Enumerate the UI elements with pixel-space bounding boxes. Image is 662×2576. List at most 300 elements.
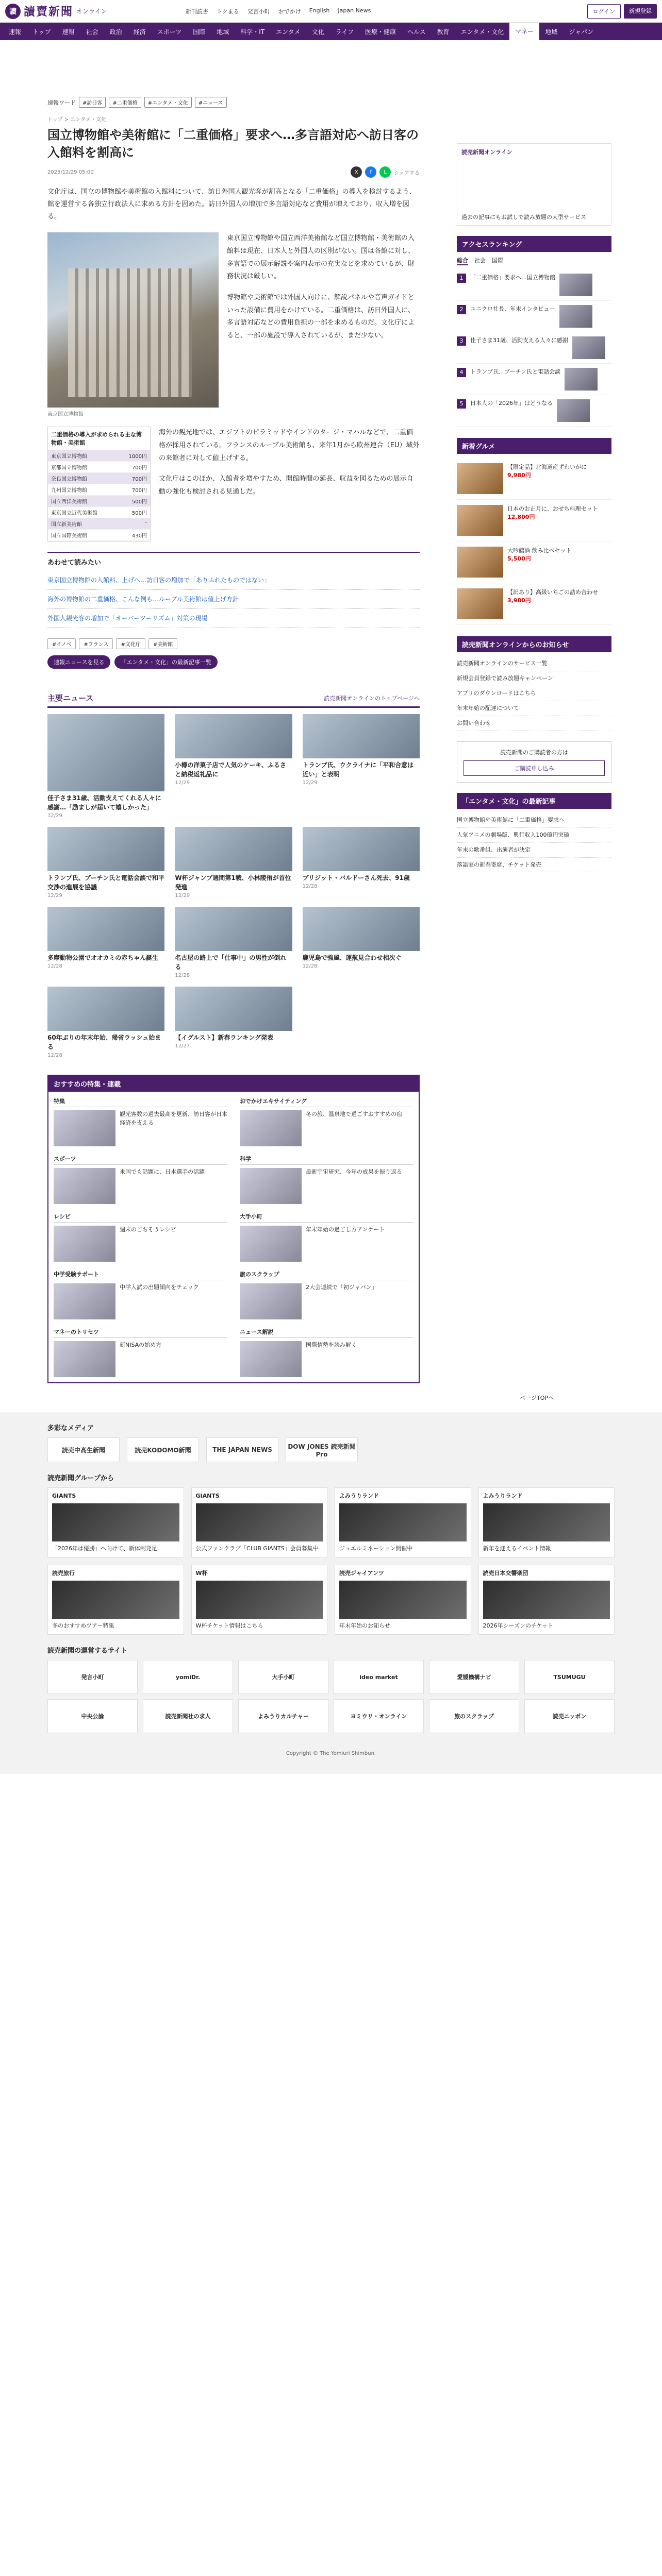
recommend-item[interactable] xyxy=(240,1155,413,1204)
media-title: 多彩なメディア xyxy=(47,1425,94,1433)
related-articles xyxy=(47,552,420,628)
ranking-item[interactable] xyxy=(457,269,611,301)
news-thumbnail[interactable] xyxy=(175,714,292,758)
group-card[interactable] xyxy=(478,1565,615,1635)
related-list xyxy=(47,571,420,628)
recommend-title[interactable]: 冬の旅、温泉地で過ごすおすすめの宿 xyxy=(306,1111,403,1118)
news-title[interactable]: 多摩動物公園でオオカミの赤ちゃん誕生 xyxy=(47,954,159,962)
recommend-row xyxy=(54,1341,227,1377)
product-title[interactable]: 【限定品】北海道産ずわいがに xyxy=(507,464,587,470)
recommend-row xyxy=(54,1168,227,1204)
rank-number: 4 xyxy=(457,368,466,377)
recommend-title[interactable]: 最新宇宙研究、今年の成果を振り返る xyxy=(306,1168,402,1176)
sidebar-ad[interactable] xyxy=(457,143,611,226)
sidebar-ad-text: 過去の記事にもお試しで読み放題の大型サービス xyxy=(461,214,586,221)
main-news-more-link[interactable]: 読売新聞オンラインのトップページへ xyxy=(324,694,420,702)
group-text[interactable]: 公式ファンクラブ「CLUB GIANTS」会員募集中 xyxy=(195,1545,319,1552)
notice-item[interactable]: 新規会員登録で読み放題キャンペーン xyxy=(457,671,611,686)
service-link[interactable]: TSUMUGU xyxy=(524,1660,615,1694)
product-item[interactable] xyxy=(457,500,611,541)
service-link[interactable]: 愛媛機構ナビ xyxy=(429,1660,519,1694)
group-text[interactable]: W杯チケット情報はこちら xyxy=(195,1622,263,1630)
fee-amount: 430円 xyxy=(131,533,147,539)
nav-item[interactable]: 科学・IT xyxy=(240,28,265,36)
product-price: 9,980円 xyxy=(507,471,531,479)
group-thumbnail[interactable] xyxy=(483,1581,610,1619)
group-name: 読売旅行 xyxy=(52,1570,75,1577)
nav-item[interactable]: 地域 xyxy=(217,28,229,36)
recommend-item[interactable] xyxy=(54,1097,227,1146)
recommend-thumbnail[interactable] xyxy=(240,1283,302,1319)
main-news-title: 主要ニュース xyxy=(47,693,94,703)
media-logo[interactable]: 読売KODOMO新聞 xyxy=(127,1437,199,1462)
news-card[interactable] xyxy=(47,907,164,979)
header-link[interactable]: トクまる xyxy=(217,8,239,15)
news-thumbnail[interactable] xyxy=(303,907,420,951)
recommend-category: 中学受験サポート xyxy=(54,1270,227,1280)
fee-amount: 700円 xyxy=(131,477,147,483)
rank-number: 1 xyxy=(457,274,466,283)
group-grid xyxy=(47,1487,615,1635)
fee-table xyxy=(47,427,151,541)
group-thumbnail[interactable] xyxy=(196,1581,323,1619)
media-logos xyxy=(47,1437,615,1462)
news-card[interactable] xyxy=(303,827,420,900)
news-title[interactable]: 佳子さま31歳、活動支えてくれる人々に感謝…「励ましが届いて嬉しかった」 xyxy=(47,794,161,811)
group-card[interactable] xyxy=(47,1565,184,1635)
product-item[interactable] xyxy=(457,458,611,500)
fee-amount: 1000円 xyxy=(128,454,147,460)
news-title[interactable]: トランプ氏、ウクライナに「平和合意は近い」と表明 xyxy=(302,761,414,778)
recommend-box xyxy=(47,1075,420,1383)
group-text[interactable]: 「2026年は優勝」へ向けて、新体制発足 xyxy=(52,1545,157,1552)
fee-table-rows xyxy=(48,450,150,541)
fee-amount: 500円 xyxy=(131,499,147,505)
nav-item[interactable]: 政治 xyxy=(109,28,122,36)
fee-row xyxy=(48,450,150,462)
group-card[interactable] xyxy=(335,1565,471,1635)
group-card[interactable] xyxy=(191,1487,328,1557)
recommend-title[interactable]: 観光客数の過去最高を更新、訪日客が日本経済を支える xyxy=(120,1111,227,1126)
recommend-row xyxy=(54,1226,227,1262)
header-links xyxy=(186,7,371,15)
recommend-category: 大手小町 xyxy=(240,1212,413,1223)
header-link[interactable]: おでかけ xyxy=(278,8,301,15)
product-text xyxy=(507,463,587,494)
news-title[interactable]: 鹿児島で強風、運航見合わせ相次ぐ xyxy=(302,954,402,962)
products-list xyxy=(457,458,611,625)
group-thumbnail[interactable] xyxy=(52,1581,179,1619)
recommend-title[interactable]: 週末のごちそうレシピ xyxy=(120,1226,176,1233)
group-name: よみうりランド xyxy=(339,1493,379,1500)
news-card[interactable] xyxy=(47,827,164,900)
recommend-thumbnail[interactable] xyxy=(240,1168,302,1204)
recommend-item[interactable] xyxy=(54,1155,227,1204)
fee-venue: 国立国際美術館 xyxy=(51,533,87,539)
recommend-category: 科学 xyxy=(240,1155,413,1165)
keyword-tag[interactable]: #文化庁 xyxy=(116,638,145,649)
service-link[interactable]: 読売新聞社の求人 xyxy=(143,1699,233,1733)
services-title: 読売新聞の運営するサイト xyxy=(47,1647,128,1655)
service-link[interactable]: 大手小町 xyxy=(238,1660,328,1694)
recommend-title[interactable]: 新NISAの始め方 xyxy=(120,1342,162,1349)
recommend-category: 旅のスクラップ xyxy=(240,1270,413,1280)
news-title[interactable]: 小樽の洋菓子店で人気のケーキ、ふるさと納税返礼品に xyxy=(175,761,286,778)
media-logo[interactable]: 読売中高生新聞 xyxy=(47,1437,120,1462)
ranking-thumbnail[interactable] xyxy=(559,274,592,296)
product-text xyxy=(507,547,572,578)
news-title[interactable]: 名古屋の路上で「仕事中」の男性が倒れる xyxy=(175,954,287,971)
nav-item[interactable]: トップ xyxy=(32,28,51,36)
group-name: 読売ジャイアンツ xyxy=(339,1570,385,1577)
news-title[interactable]: ブリジット・バルドーさん死去、91歳 xyxy=(302,874,410,882)
group-thumbnail[interactable] xyxy=(52,1503,179,1541)
recommend-item[interactable] xyxy=(240,1212,413,1262)
recommend-thumbnail[interactable] xyxy=(54,1341,115,1377)
group-card[interactable] xyxy=(478,1487,615,1557)
pagetop-label[interactable]: ページTOPへ xyxy=(520,1395,554,1402)
fee-row xyxy=(48,462,150,473)
fee-venue: 国立西洋美術館 xyxy=(51,499,87,505)
article-date: 2025/12/29 05:00 xyxy=(47,169,94,175)
notice-title: 読売新聞オンラインからのお知らせ xyxy=(457,636,611,652)
ranking-tab[interactable]: 社会 xyxy=(474,257,486,264)
nav-item[interactable]: ジャパン xyxy=(569,28,593,36)
site-header xyxy=(0,0,662,23)
related-link[interactable]: 海外の博物館の二重価格、こんな例も…ルーブル美術館は値上げ方針 xyxy=(47,590,420,609)
group-name: よみうりランド xyxy=(483,1493,523,1500)
latest-item[interactable]: 国立博物館や美術館に「二重価格」要求へ xyxy=(457,813,611,828)
news-card[interactable] xyxy=(175,827,292,900)
ranking-title[interactable]: 佳子さま31歳、活動支える人々に感謝 xyxy=(470,337,568,344)
main-news-grid xyxy=(47,714,420,1059)
header-link[interactable]: 発言小町 xyxy=(247,8,270,15)
fee-amount: 700円 xyxy=(131,488,147,494)
group-thumbnail[interactable] xyxy=(339,1581,467,1619)
ranking-tab[interactable]: 総合 xyxy=(457,256,468,265)
recommend-title[interactable]: 米国でも話題に、日本選手の活躍 xyxy=(120,1168,205,1176)
fee-row xyxy=(48,507,150,518)
page-body xyxy=(0,40,662,1383)
service-link[interactable]: yomiDr. xyxy=(143,1660,233,1694)
related-link[interactable]: 東京国立博物館の入館料、上げへ…訪日客の増加で「ありふれたものではない」 xyxy=(47,571,420,590)
product-item[interactable] xyxy=(457,583,611,625)
group-thumbnail[interactable] xyxy=(339,1503,467,1541)
ranking-title[interactable]: 日本人の「2026年」はどうなる xyxy=(470,400,553,406)
news-card[interactable] xyxy=(175,987,292,1059)
fee-venue: 東京国立博物館 xyxy=(51,454,87,460)
latest-item[interactable]: 落語家の新春寄席、チケット発売 xyxy=(457,858,611,873)
fee-row xyxy=(48,518,150,530)
news-thumbnail[interactable] xyxy=(47,907,164,951)
media-logo[interactable]: THE JAPAN NEWS xyxy=(206,1437,278,1462)
article-lead: 文化庁は、国立の博物館や美術館の入館料について、訪日外国人観光客が割高となる「二重価格」の導入を検討するよう、館を運営する各独立行政法人に求める方針を固めた。訪日外国人の増加で多言語対応など費用が増えており、収入増を図る。 xyxy=(47,188,416,221)
fee-venue: 奈良国立博物館 xyxy=(51,477,87,483)
product-title[interactable]: 【訳あり】高級いちごの詰め合わせ xyxy=(507,589,598,596)
nav-item[interactable]: 文化 xyxy=(311,28,324,36)
group-name: 読売日本交響楽団 xyxy=(483,1570,528,1577)
nav-item[interactable]: ヘルス xyxy=(407,28,426,36)
group-card[interactable] xyxy=(335,1487,471,1557)
ranking-title[interactable]: ユニクロ社長、年末インタビュー xyxy=(470,306,555,312)
pill-button[interactable]: 「エンタメ・文化」の最新記事一覧 xyxy=(114,655,218,669)
fee-row xyxy=(48,530,150,541)
nav-item[interactable]: エンタメ・文化 xyxy=(460,28,504,36)
recommend-row xyxy=(54,1110,227,1146)
notice-item[interactable]: 読売新聞オンラインのサービス一覧 xyxy=(457,656,611,671)
header-link[interactable]: 新刊読書 xyxy=(186,8,208,15)
body-paragraph: 博物館や美術館では外国人向けに、解説パネルや音声ガイドといった設備に費用をかけている。二重価格は、訪日外国人に、多言語対応などの費用負担の一部を求めるものだ。文化庁によると、一部の施設で導入されているが、まだ少ない。 xyxy=(227,294,415,340)
notice-list xyxy=(457,656,611,731)
recommend-title[interactable]: 中学入試の出題傾向をチェック xyxy=(120,1284,199,1291)
group-thumbnail[interactable] xyxy=(483,1503,610,1541)
ranking-tabs xyxy=(457,256,611,265)
product-text xyxy=(507,588,598,619)
recommend-item[interactable] xyxy=(54,1328,227,1377)
service-link[interactable]: よみうりカルチャー xyxy=(238,1699,328,1733)
news-date: 12/29 xyxy=(47,893,62,899)
news-title[interactable]: 【イグルスト】新春ランキング発表 xyxy=(175,1034,274,1042)
share-label[interactable]: シェアする xyxy=(394,170,420,176)
facebook-share-icon[interactable]: f xyxy=(365,166,376,178)
product-title[interactable]: 大吟醸酒 飲み比べセット xyxy=(507,547,572,554)
notice-item[interactable]: 年末年始の配達について xyxy=(457,701,611,716)
tag-link[interactable]: #二重価格 xyxy=(109,97,141,108)
services-grid xyxy=(47,1660,615,1733)
ranking-item[interactable] xyxy=(457,301,611,332)
article-tags xyxy=(47,97,420,108)
product-thumbnail[interactable] xyxy=(457,463,503,494)
keyword-tag[interactable]: #フランス xyxy=(79,638,113,649)
subscribe-box xyxy=(457,741,611,783)
news-thumbnail[interactable] xyxy=(303,714,420,758)
pill-row xyxy=(47,655,420,669)
recommend-row xyxy=(240,1168,413,1204)
ranking-title[interactable]: 「二重価格」要求へ…国立博物館 xyxy=(470,274,555,281)
ranking-thumbnail[interactable] xyxy=(565,368,598,391)
ranking-tab[interactable]: 国際 xyxy=(492,257,503,264)
logo-mark-icon: 讀 xyxy=(5,4,21,19)
sidebar-ad-title: 読売新聞オンライン xyxy=(461,149,512,156)
latest-item[interactable]: 人気アニメの劇場版、興行収入100億円突破 xyxy=(457,828,611,843)
recommend-row xyxy=(54,1283,227,1319)
product-price: 3,980円 xyxy=(507,597,531,604)
recommend-title[interactable]: 年末年始の過ごし方アンケート xyxy=(306,1226,385,1233)
news-date: 12/27 xyxy=(175,1043,190,1049)
register-button[interactable]: 新規登録 xyxy=(624,4,657,19)
ranking-thumbnail[interactable] xyxy=(559,305,592,328)
header-link[interactable]: Japan News xyxy=(338,7,371,14)
news-card[interactable] xyxy=(303,907,420,979)
ranking-item[interactable] xyxy=(457,395,611,427)
pill-button[interactable]: 速報ニュースを見る xyxy=(47,655,110,669)
nav-item[interactable]: マネー xyxy=(509,23,539,40)
nav-item[interactable]: スポーツ xyxy=(157,28,182,36)
news-title[interactable]: トランプ氏、プーチン氏と電話会談で和平交渉の進展を協議 xyxy=(47,874,165,891)
nav-item[interactable]: 地域 xyxy=(545,28,558,36)
header-link[interactable]: English xyxy=(309,7,330,14)
nav-item[interactable]: 速報 xyxy=(9,28,22,36)
recommend-item[interactable] xyxy=(240,1328,413,1377)
nav-item[interactable]: 速報 xyxy=(62,28,75,36)
photo-caption: 東京国立博物館 xyxy=(47,412,84,418)
products-title: 新着グルメ xyxy=(457,438,611,454)
keyword-tag[interactable]: #イノベ xyxy=(47,638,76,649)
recommend-thumbnail[interactable] xyxy=(54,1168,115,1204)
fee-venue: 東京国立近代美術館 xyxy=(51,511,97,517)
fee-amount: 700円 xyxy=(131,465,147,471)
related-link[interactable]: 外国人観光客の増加で「オーバーツーリズム」対策の現場 xyxy=(47,609,420,628)
subscribe-text: 読売新聞のご購読者の方は xyxy=(500,749,568,756)
recommend-thumbnail[interactable] xyxy=(240,1110,302,1146)
tags-label: 速報ワード xyxy=(47,99,76,106)
recommend-item[interactable] xyxy=(54,1212,227,1262)
recommend-row xyxy=(240,1226,413,1262)
rank-number: 5 xyxy=(457,399,466,409)
article-photo[interactable] xyxy=(47,232,219,408)
group-text[interactable]: 年末年始のお知らせ xyxy=(339,1622,390,1630)
group-text[interactable]: 2026年シーズンのチケット xyxy=(483,1622,553,1630)
nav-item[interactable]: 社会 xyxy=(86,28,98,36)
breadcrumb[interactable]: トップ > エンタメ・文化 xyxy=(47,117,107,123)
body-paragraph: 海外の観光地では、エジプトのピラミッドやインドのタージ・マハルなどで、二重価格が採用されている。フランスのルーブル美術館も、来年1月から欧州連合（EU）域外の来館者に対して値上げする。 xyxy=(159,429,420,462)
news-date: 12/28 xyxy=(47,963,62,970)
news-thumbnail[interactable] xyxy=(175,907,292,951)
main-column xyxy=(47,40,420,1383)
fee-venue: 国立新美術館 xyxy=(51,522,82,528)
site-logo[interactable] xyxy=(5,3,170,19)
tag-link[interactable]: #ニュース xyxy=(195,97,227,108)
news-thumbnail[interactable] xyxy=(47,827,164,871)
recommend-item[interactable] xyxy=(54,1270,227,1319)
group-card[interactable] xyxy=(47,1487,184,1557)
tag-link[interactable]: #訪日客 xyxy=(79,97,106,108)
recommend-thumbnail[interactable] xyxy=(54,1226,115,1262)
ranking-thumbnail[interactable] xyxy=(557,399,590,422)
fee-table-title: 二重価格の導入が求められる主な博物館・美術館 xyxy=(48,427,150,450)
product-thumbnail[interactable] xyxy=(457,547,503,578)
group-name: GIANTS xyxy=(52,1493,76,1500)
news-card[interactable] xyxy=(303,714,420,820)
group-name: GIANTS xyxy=(195,1493,220,1500)
group-text[interactable]: 新年を迎えるイベント情報 xyxy=(483,1545,551,1552)
news-title[interactable]: W杯ジャンプ週間第1戦、小林陵侑が首位発進 xyxy=(175,874,291,891)
recommend-title[interactable]: 国際情勢を読み解く xyxy=(306,1342,357,1349)
news-title[interactable]: 60年ぶりの年末年始、帰省ラッシュ始まる xyxy=(47,1034,161,1051)
article-meta xyxy=(47,166,420,178)
recommend-item[interactable] xyxy=(240,1270,413,1319)
nav-item[interactable]: 教育 xyxy=(437,28,450,36)
news-thumbnail[interactable] xyxy=(303,827,420,871)
news-card[interactable] xyxy=(175,907,292,979)
product-text xyxy=(507,505,598,536)
news-thumbnail[interactable] xyxy=(175,987,292,1031)
login-button[interactable]: ログイン xyxy=(587,4,621,19)
news-thumbnail[interactable] xyxy=(47,714,164,791)
service-link[interactable]: 発言小町 xyxy=(47,1660,138,1694)
news-thumbnail[interactable] xyxy=(175,827,292,871)
recommend-thumbnail[interactable] xyxy=(54,1283,115,1319)
latest-list xyxy=(457,813,611,873)
recommend-thumbnail[interactable] xyxy=(240,1341,302,1377)
recommend-row xyxy=(240,1283,413,1319)
recommend-grid xyxy=(54,1097,413,1377)
related-title: あわせて読みたい xyxy=(47,559,102,567)
recommend-row xyxy=(240,1110,413,1146)
nav-item[interactable]: 医療・健康 xyxy=(365,28,396,36)
copyright: Copyright © The Yomiuri Shimbun. xyxy=(286,1751,376,1757)
news-date: 12/28 xyxy=(302,884,318,890)
group-thumbnail[interactable] xyxy=(196,1503,323,1541)
rank-number: 2 xyxy=(457,305,466,314)
news-date: 12/28 xyxy=(302,963,318,970)
service-link[interactable]: 読売ニッポン xyxy=(524,1699,615,1733)
fee-row xyxy=(48,496,150,507)
product-item[interactable] xyxy=(457,541,611,583)
pagetop-link[interactable] xyxy=(0,1383,662,1412)
news-card[interactable] xyxy=(47,714,164,820)
fee-amount: 500円 xyxy=(131,511,147,517)
tag-link[interactable]: #エンタメ・文化 xyxy=(144,97,192,108)
news-card[interactable] xyxy=(47,987,164,1059)
keyword-tag[interactable]: #美術館 xyxy=(148,638,177,649)
group-text[interactable]: 冬のおすすめツアー特集 xyxy=(52,1622,114,1630)
keyword-row xyxy=(47,638,420,649)
ranking-title[interactable]: トランプ氏、プーチン氏と電話会談 xyxy=(470,368,561,375)
service-link[interactable]: 中央公論 xyxy=(47,1699,138,1733)
subscribe-button[interactable]: ご購読申し込み xyxy=(464,760,605,776)
recommend-item[interactable] xyxy=(240,1097,413,1146)
group-text[interactable]: ジュエルミネーション開催中 xyxy=(339,1545,413,1552)
ranking-list xyxy=(457,269,611,427)
ranking-item[interactable] xyxy=(457,364,611,395)
recommend-title[interactable]: 2大会連続で「初ジャパン」 xyxy=(306,1284,377,1291)
nav-item[interactable]: 国際 xyxy=(193,28,206,36)
x-share-icon[interactable]: X xyxy=(351,166,362,178)
nav-item[interactable]: ライフ xyxy=(335,28,354,36)
news-thumbnail[interactable] xyxy=(47,987,164,1031)
news-date: 12/29 xyxy=(47,813,62,819)
group-title: 読売新聞グループから xyxy=(47,1475,114,1483)
recommend-thumbnail[interactable] xyxy=(54,1110,115,1146)
news-date: 12/28 xyxy=(47,1053,62,1059)
recommend-thumbnail[interactable] xyxy=(240,1226,302,1262)
service-link[interactable]: ideo market xyxy=(334,1660,424,1694)
group-card[interactable] xyxy=(191,1565,328,1635)
ranking-thumbnail[interactable] xyxy=(572,336,605,359)
notice-item[interactable]: アプリのダウンロードはこちら xyxy=(457,686,611,701)
share-bar xyxy=(351,166,420,178)
service-link[interactable]: 旅のスクラップ xyxy=(429,1699,519,1733)
news-card[interactable] xyxy=(175,714,292,820)
recommend-category: ニュース解説 xyxy=(240,1328,413,1338)
product-thumbnail[interactable] xyxy=(457,505,503,536)
news-date: 12/28 xyxy=(175,973,190,979)
nav-item[interactable]: エンタメ xyxy=(276,28,301,36)
product-thumbnail[interactable] xyxy=(457,588,503,619)
ranking-item[interactable] xyxy=(457,332,611,364)
nav-item[interactable]: 経済 xyxy=(133,28,146,36)
product-title[interactable]: 日本のお正月に、おせち料理セット xyxy=(507,505,598,512)
article-headline: 国立博物館や美術館に「二重価格」要求へ…多言語対応へ訪日客の入館料を割高に xyxy=(47,128,419,160)
notice-item[interactable]: お問い合わせ xyxy=(457,716,611,731)
service-link[interactable]: ヨミウリ・オンライン xyxy=(334,1699,424,1733)
latest-item[interactable]: 年末の歌番組、出演者が決定 xyxy=(457,843,611,858)
line-share-icon[interactable]: L xyxy=(379,166,391,178)
media-logo[interactable]: DOW JONES 読売新聞Pro xyxy=(286,1437,358,1462)
product-price: 12,800円 xyxy=(507,513,535,520)
fee-row xyxy=(48,473,150,484)
